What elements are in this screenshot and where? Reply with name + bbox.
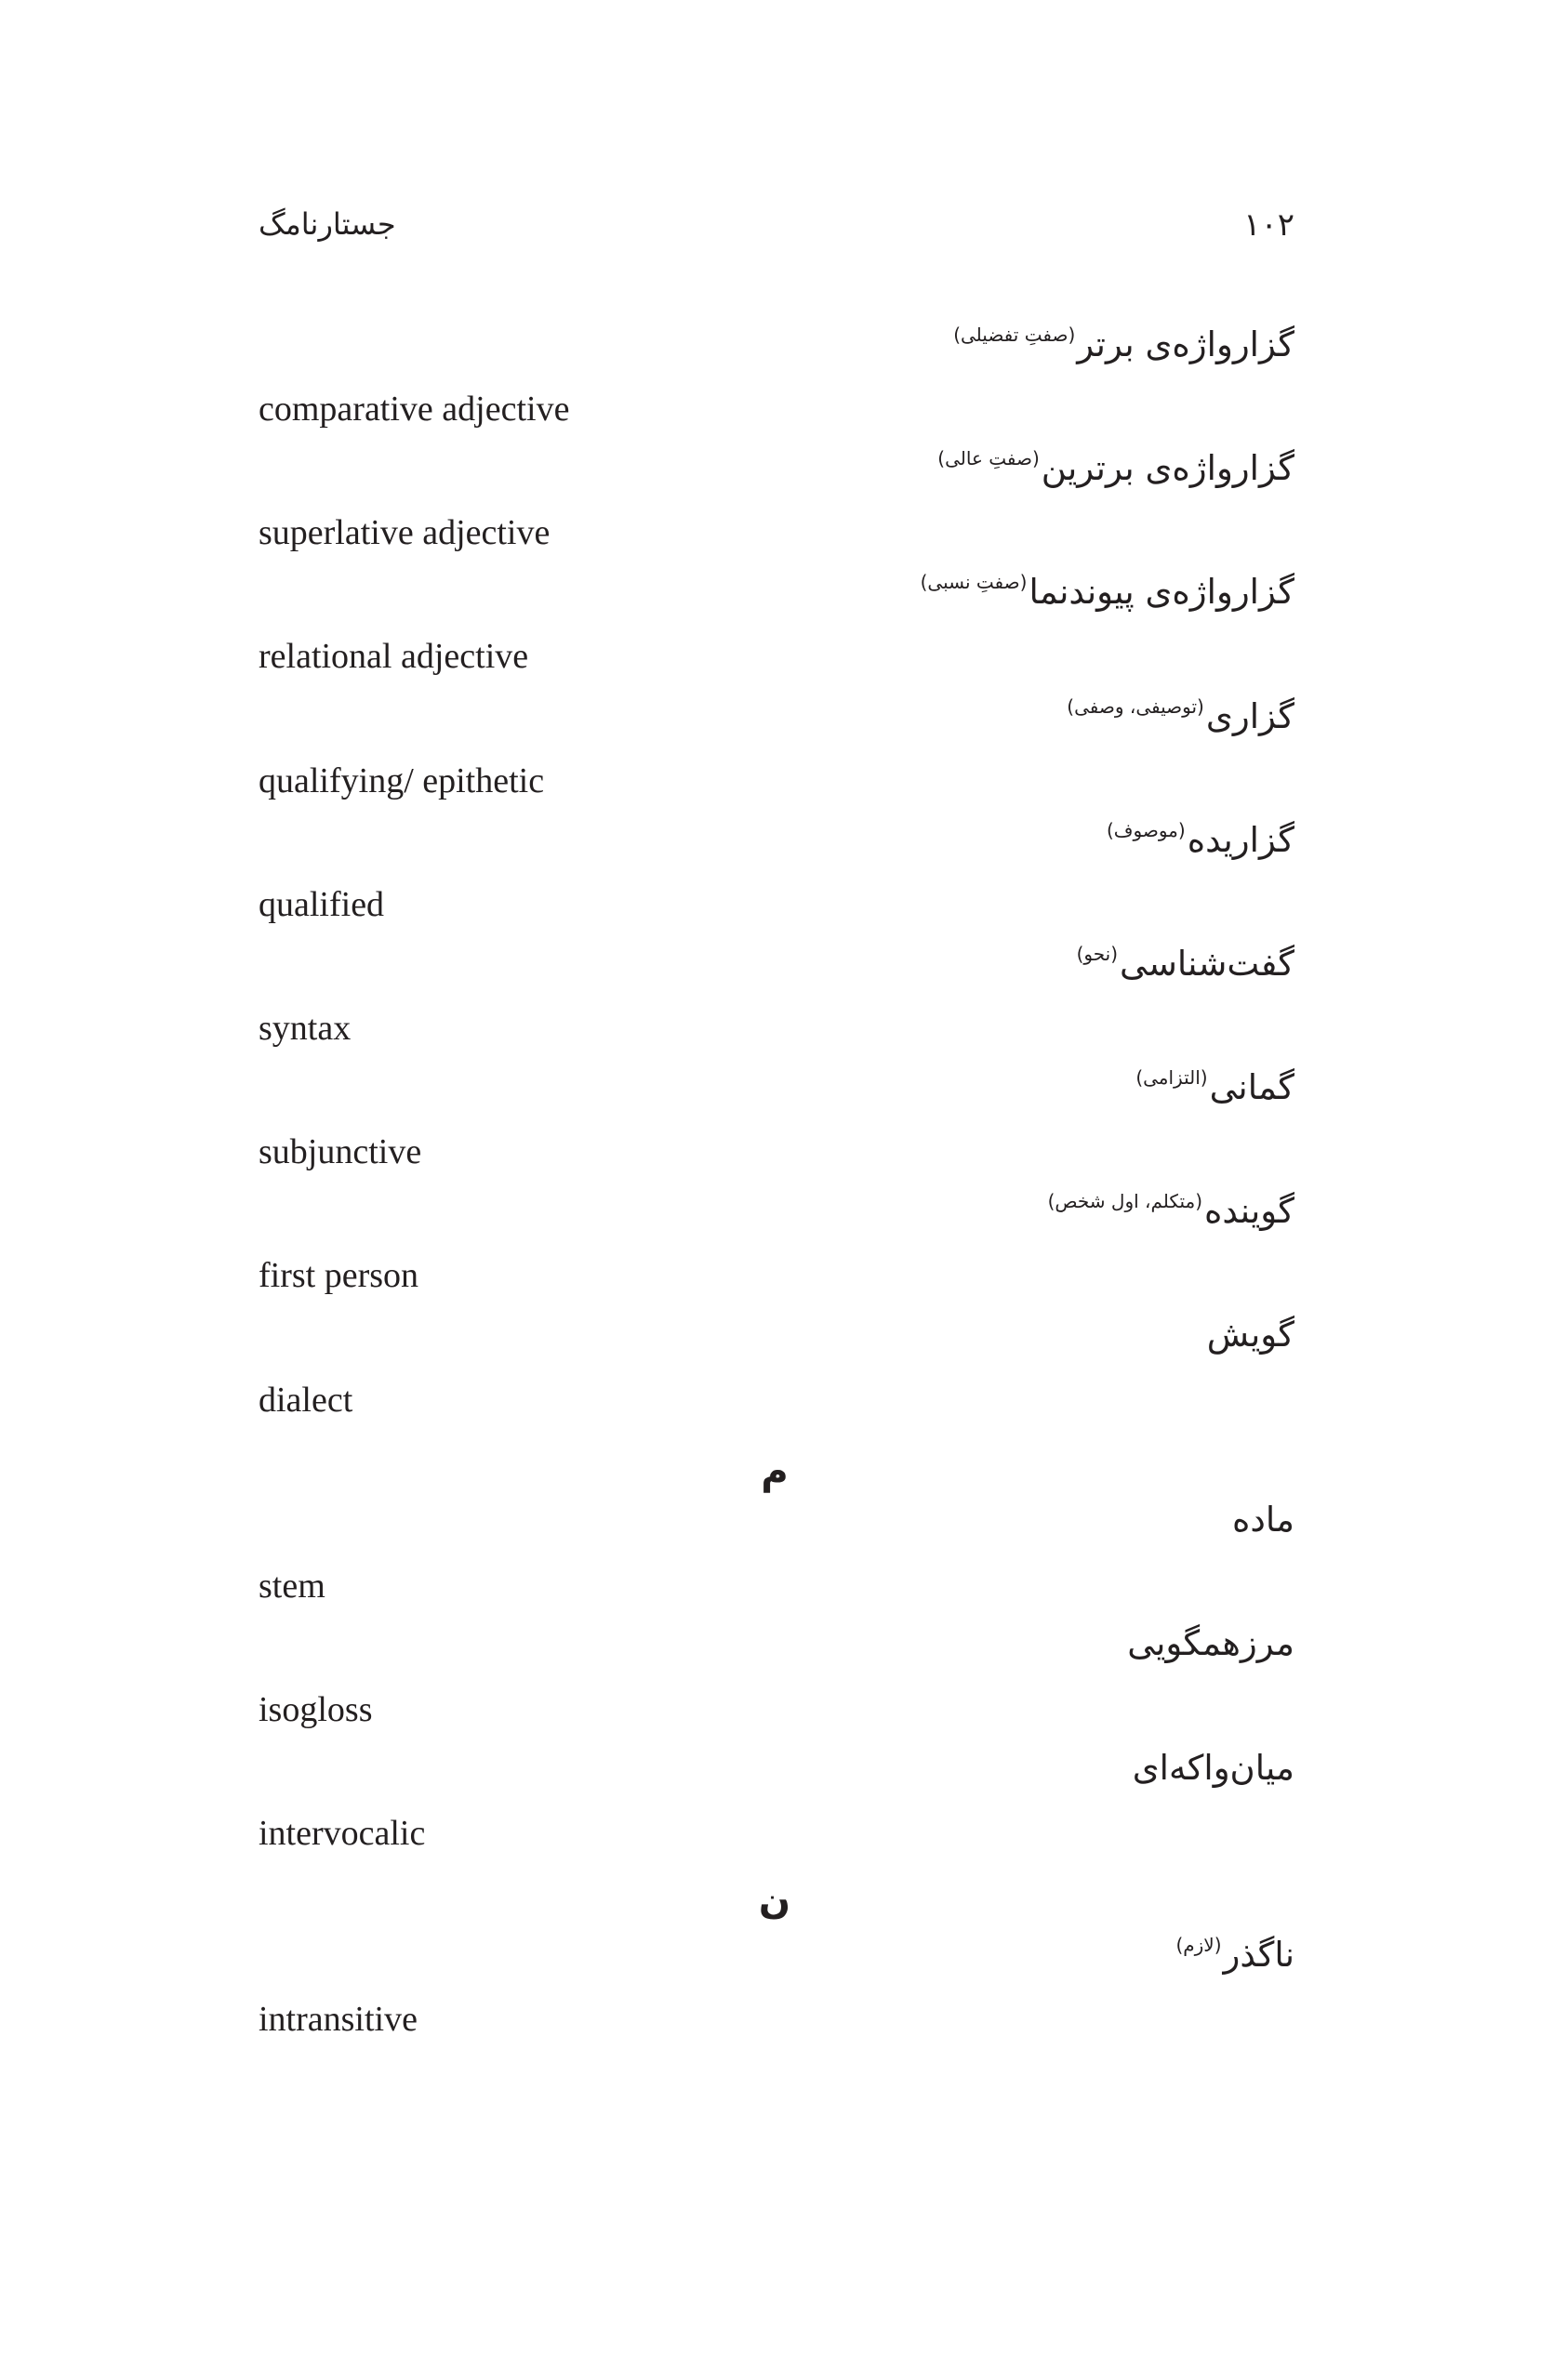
persian-term-note: (نحو) (1076, 943, 1119, 965)
persian-term (921, 571, 1294, 613)
persian-term (953, 324, 1294, 365)
section-letter-mim: م (761, 1450, 789, 1493)
running-header-title: جستارنامگ (259, 206, 396, 242)
persian-term-note: (لازم) (1175, 1934, 1222, 1956)
persian-term-text: گزارواژه‌ی برترین (1041, 448, 1294, 488)
english-term: qualified (259, 885, 385, 924)
persian-term-note: (صفتِ عالی) (937, 447, 1040, 469)
persian-term-text: ناگذر (1223, 1935, 1294, 1975)
persian-term (937, 447, 1294, 489)
english-term: relational adjective (259, 637, 529, 676)
english-term: isogloss (259, 1690, 373, 1729)
persian-term-note: (صفتِ تفضیلی) (953, 324, 1076, 346)
persian-term-text: گزاریده (1187, 820, 1294, 860)
english-term: intervocalic (259, 1814, 426, 1853)
persian-term (1077, 943, 1294, 985)
persian-term (1107, 819, 1294, 861)
english-term: intransitive (259, 2000, 418, 2039)
persian-term (1133, 1748, 1294, 1789)
english-term: syntax (259, 1009, 352, 1048)
persian-term-text: مرزهمگویی (1127, 1623, 1294, 1663)
persian-term-text: گزارواژه‌ی پیوندنما (1029, 572, 1294, 612)
section-letter-nun: ن (758, 1880, 791, 1923)
persian-term-note: (متکلم، اول شخص) (1047, 1190, 1202, 1212)
persian-term-text: میان‌واکه‌ای (1132, 1748, 1294, 1788)
english-term: dialect (259, 1381, 353, 1420)
persian-term (1067, 695, 1294, 737)
persian-term-note: (التزامی) (1135, 1066, 1208, 1089)
english-term: first person (259, 1256, 419, 1295)
english-term: comparative adjective (259, 390, 570, 429)
persian-term-note: (توصیفی، وصفی) (1067, 695, 1204, 718)
persian-term (1048, 1190, 1294, 1232)
persian-term (1207, 1315, 1294, 1355)
persian-term-text: ماده (1232, 1500, 1294, 1540)
persian-term (1127, 1623, 1294, 1664)
english-term: stem (259, 1567, 325, 1606)
persian-term-text: گویش (1206, 1315, 1294, 1355)
persian-term-text: گوینده (1204, 1191, 1294, 1231)
persian-term-note: (موصوف) (1107, 819, 1186, 841)
english-term: superlative adjective (259, 513, 551, 552)
page-number: ۱۰۲ (1243, 206, 1294, 244)
persian-term-text: گزارواژه‌ی برتر (1077, 324, 1294, 364)
persian-term (1135, 1066, 1294, 1108)
english-term: subjunctive (259, 1132, 422, 1171)
persian-term-text: گمانی (1209, 1067, 1294, 1107)
persian-term (1232, 1500, 1294, 1540)
english-term: qualifying/ epithetic (259, 761, 545, 800)
persian-term-note: (صفتِ نسبی) (920, 571, 1028, 593)
persian-term-text: گزاری (1205, 696, 1294, 736)
persian-term (1175, 1934, 1294, 1976)
persian-term-text: گفت‌شناسی (1120, 944, 1294, 984)
